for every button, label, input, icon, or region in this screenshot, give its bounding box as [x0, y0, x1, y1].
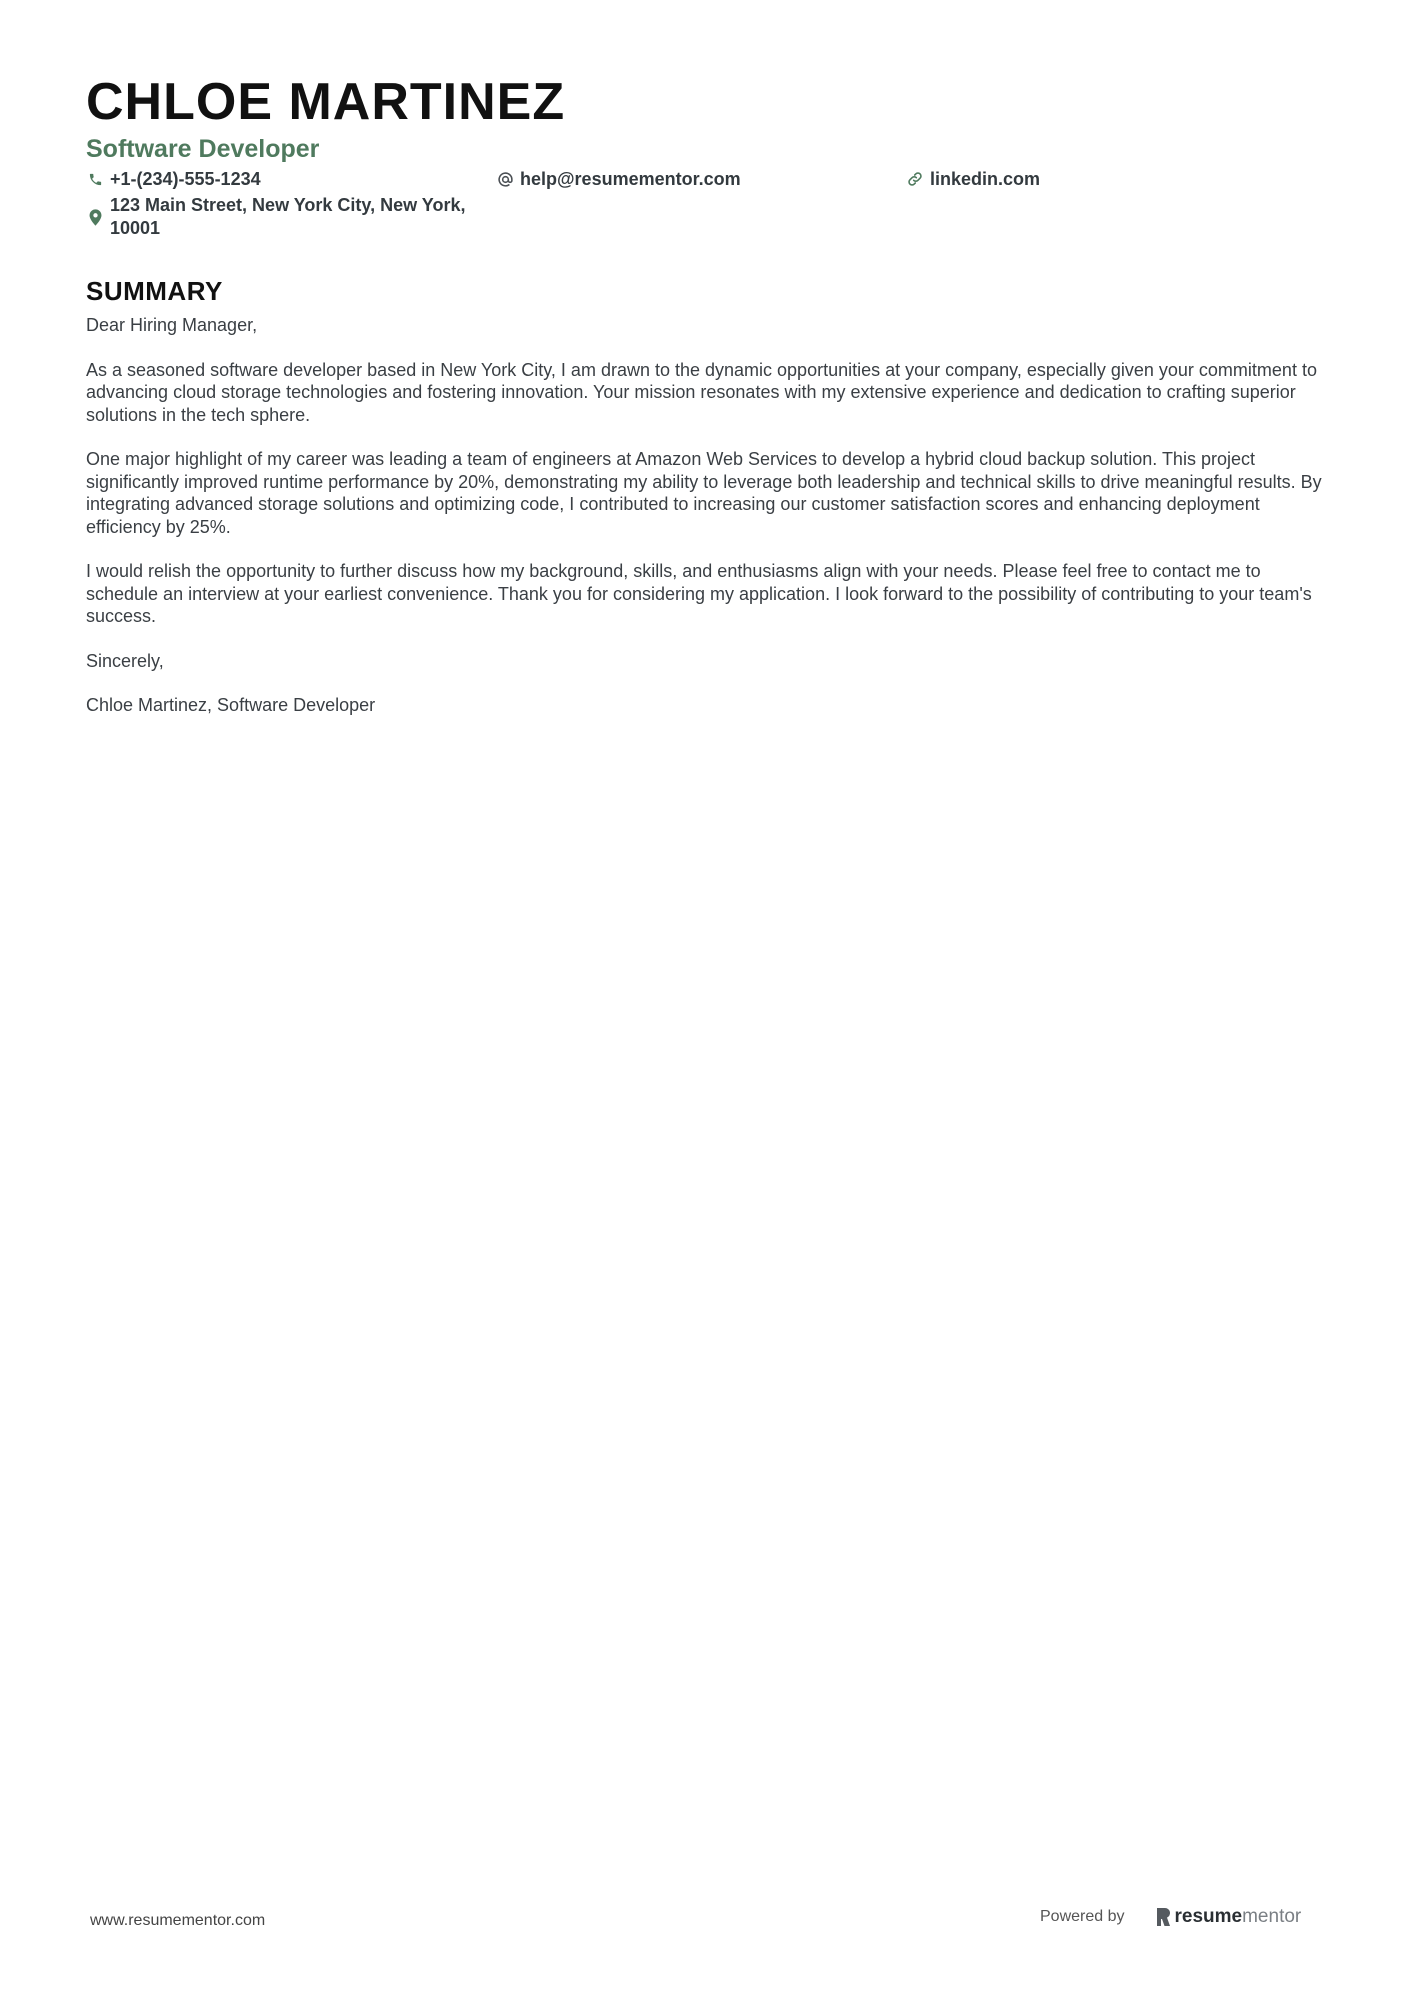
sign-off: Sincerely,	[86, 650, 164, 671]
address-text	[110, 194, 465, 240]
address-line-1: 123 Main Street, New York City, New York,	[110, 195, 466, 215]
phone-text: +1-(234)-555-1234	[110, 169, 261, 189]
footer-website[interactable]: www.resumementor.com	[90, 1912, 266, 1929]
footer-powered-by	[1040, 1906, 1301, 1928]
job-title: Software Developer	[86, 135, 320, 163]
resumementor-brand[interactable]	[1155, 1906, 1302, 1928]
address-line-2: 10001	[110, 218, 161, 238]
letter-body	[86, 314, 1336, 717]
paragraph-closing: I would relish the opportunity to further discuss how my background, skills, and enthusiasms align with your needs. Please feel free to contact me to schedule an interview at your earliest convenience. Thank you for considering my application. I look forward to the possibility of contributing to your team's success.	[86, 561, 1312, 626]
link-icon	[906, 168, 924, 190]
candidate-name: CHLOE MARTINEZ	[86, 73, 566, 131]
contact-address	[86, 194, 486, 240]
at-icon	[496, 168, 514, 190]
brand-part-1: resume	[1174, 1906, 1243, 1927]
phone-icon	[86, 168, 104, 190]
email-text: help@resumementor.com	[520, 169, 741, 189]
signature: Chloe Martinez, Software Developer	[86, 695, 376, 715]
linkedin-text: linkedin.com	[930, 169, 1041, 189]
contact-phone[interactable]	[86, 168, 261, 191]
paragraph-highlight: One major highlight of my career was leading a team of engineers at Amazon Web Services to develop a hybrid cloud backup solution. This project significantly improved runtime performance by 20%, demonstrating my ability to leverage both leadership and technical skills to drive meaningful results. By integrating advanced storage solutions and optimizing code, I contributed to increasing our customer satisfaction scores and enhancing deployment efficiency by 25%.	[86, 449, 1322, 537]
resumementor-logo-icon	[1155, 1907, 1171, 1927]
contact-email[interactable]	[496, 168, 741, 191]
paragraph-intro: As a seasoned software developer based in New York City, I am drawn to the dynamic opportunities at your company, especially given your commitment to advancing cloud storage technologies and fostering innovation. Your mission resonates with my extensive experience and dedication to crafting superior solutions in the tech sphere.	[86, 359, 1317, 425]
location-pin-icon	[86, 194, 104, 240]
summary-heading: SUMMARY	[86, 276, 223, 306]
brand-part-2: mentor	[1242, 1906, 1302, 1927]
contact-info	[86, 168, 1336, 260]
contact-linkedin[interactable]	[906, 168, 1040, 191]
salutation: Dear Hiring Manager,	[86, 315, 258, 335]
powered-by-label: Powered by	[1040, 1908, 1125, 1925]
cover-letter-page	[86, 72, 1336, 739]
